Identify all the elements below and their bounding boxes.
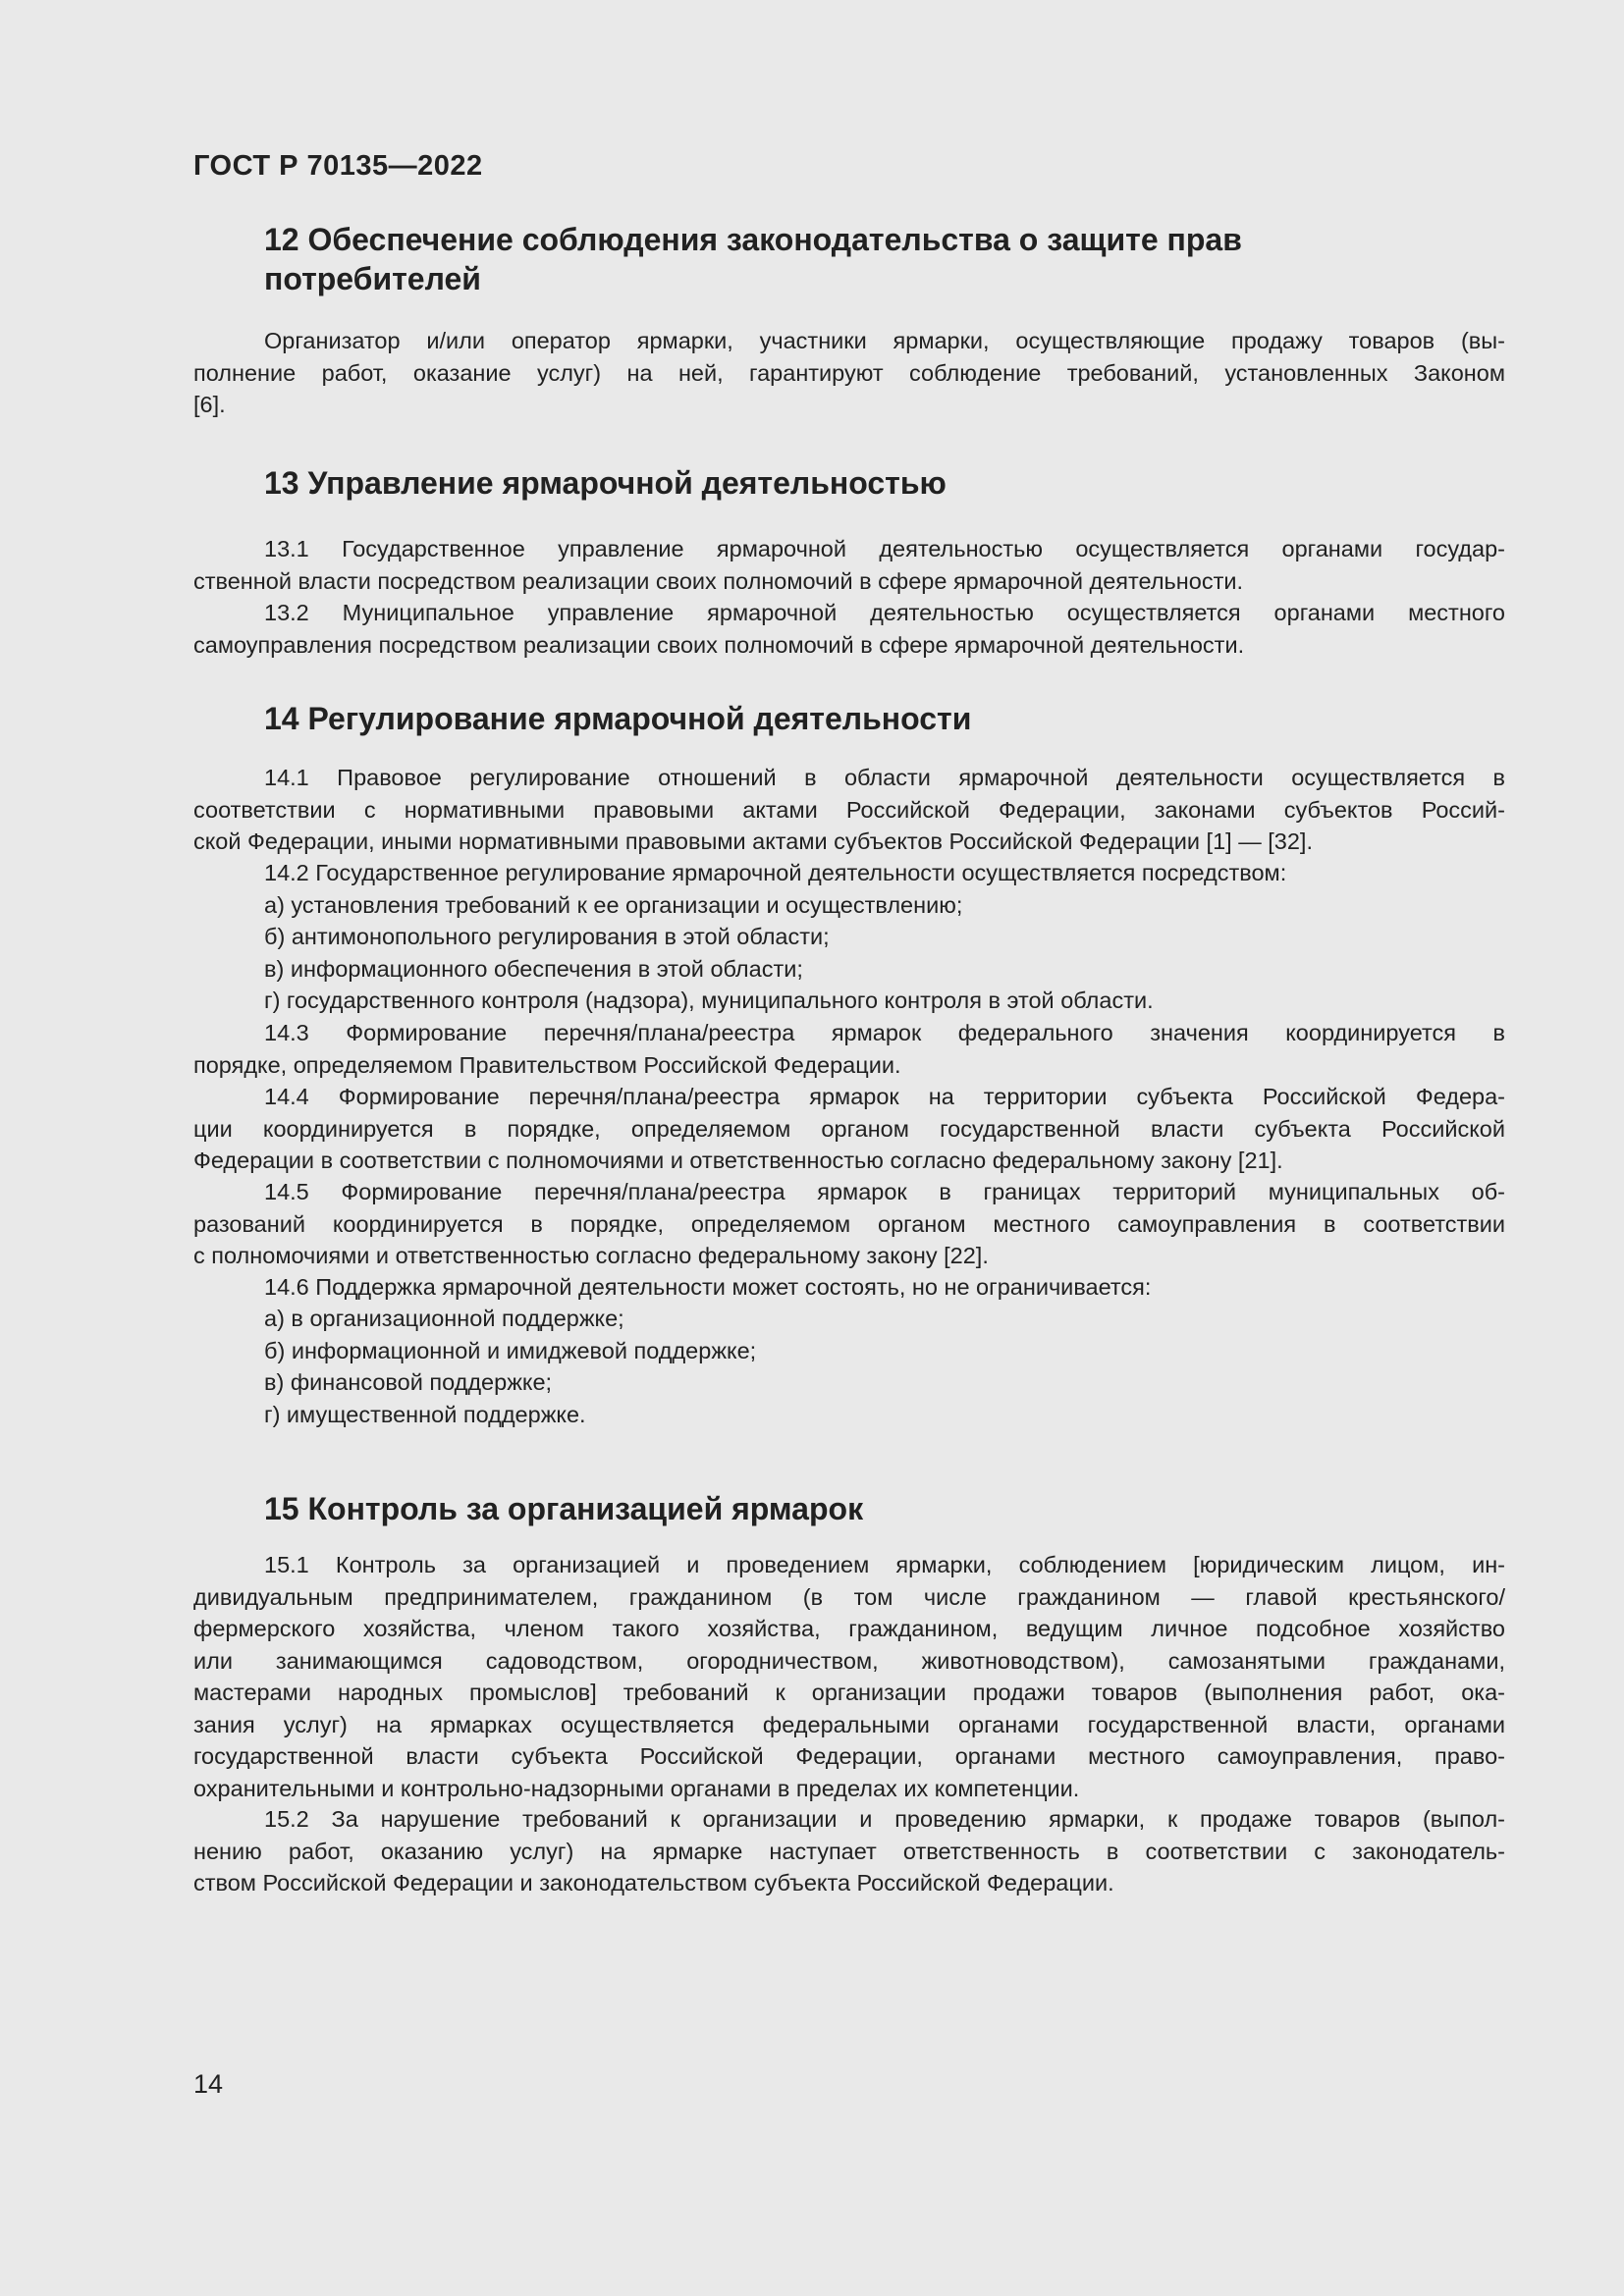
text-line: государственной власти субъекта Российской Федерации, органами местного самоуправления, право- <box>193 1743 1505 1769</box>
text-line: соответствии с нормативными правовыми актами Российской Федерации, законами субъектов Россий- <box>193 796 1505 823</box>
text-line: б) информационной и имиджевой поддержке; <box>264 1338 757 1363</box>
text-line: фермерского хозяйства, членом такого хозяйства, гражданином, ведущим личное подсобное хозяйство <box>193 1616 1505 1641</box>
paragraph <box>193 533 1505 597</box>
section-title-14 <box>264 700 1505 739</box>
text-line: 14.4 Формирование перечня/плана/реестра ярмарок на территории субъекта Российской Федера- <box>264 1084 1505 1109</box>
text-line: порядке, определяемом Правительством Российской Федерации. <box>193 1051 901 1078</box>
text-line: 14.5 Формирование перечня/плана/реестра ярмарок в границах территорий муниципальных об- <box>264 1179 1505 1204</box>
paragraph <box>193 985 1505 1017</box>
paragraph <box>193 1366 1505 1399</box>
paragraph <box>193 762 1505 858</box>
paragraph <box>193 597 1505 661</box>
paragraph <box>193 921 1505 953</box>
text-line: в) информационного обеспечения в этой области; <box>264 956 803 982</box>
text-line: самоуправления посредством реализации своих полномочий в сфере ярмарочной деятельности. <box>193 631 1245 658</box>
paragraph <box>193 1303 1505 1335</box>
text-line: нению работ, оказанию услуг) на ярмарке наступает ответственность в соответствии с законодатель- <box>193 1838 1505 1864</box>
text-line: г) государственного контроля (надзора), муниципального контроля в этой области. <box>264 988 1154 1013</box>
text-line: г) имущественной поддержке. <box>264 1402 586 1427</box>
page-header: ГОСТ Р 70135—2022 <box>193 150 483 182</box>
paragraph <box>193 1271 1505 1304</box>
section-title-line: 12 Обеспечение соблюдения законодательства о защите прав <box>264 222 1242 257</box>
paragraph <box>193 889 1505 922</box>
text-line: полнение работ, оказание услуг) на ней, гарантируют соблюдение требований, установленных Законом <box>193 359 1505 386</box>
text-line: 14.2 Государственное регулирование ярмарочной деятельности осуществляется посредством: <box>264 860 1287 885</box>
text-line: зания услуг) на ярмарках осуществляется федеральными органами государственной власти, органами <box>193 1711 1505 1737</box>
text-line: 13.2 Муниципальное управление ярмарочной деятельностью осуществляется органами местного <box>264 600 1505 625</box>
paragraph <box>193 1017 1505 1081</box>
text-line: 13.1 Государственное управление ярмарочной деятельностью осуществляется органами государ- <box>264 536 1505 561</box>
section-title-12 <box>264 221 1505 298</box>
paragraph <box>193 1176 1505 1272</box>
section-title-13 <box>264 464 1505 504</box>
text-line: б) антимонопольного регулирования в этой области; <box>264 924 830 949</box>
text-line: 14.1 Правовое регулирование отношений в области ярмарочной деятельности осуществляется в <box>264 765 1505 790</box>
text-line: 15.1 Контроль за организацией и проведением ярмарки, соблюдением [юридическим лицом, ин- <box>264 1552 1505 1577</box>
text-line: Организатор и/или оператор ярмарки, участники ярмарки, осуществляющие продажу товаров (вы- <box>264 328 1505 353</box>
paragraph <box>193 1335 1505 1367</box>
text-line: мастерами народных промыслов] требований к организации продажи товаров (выполнения работ, ока- <box>193 1680 1505 1705</box>
section-title-line: потребителей <box>264 260 481 296</box>
page-number: 14 <box>193 2069 224 2099</box>
text-line: [6]. <box>193 392 226 417</box>
text-line: а) установления требований к ее организации и осуществлению; <box>264 892 963 918</box>
paragraph <box>193 857 1505 889</box>
section-title-line: 13 Управление ярмарочной деятельностью <box>264 465 947 501</box>
text-line: ской Федерации, иными нормативными правовыми актами субъектов Российской Федерации [1] — [32]. <box>193 828 1313 854</box>
paragraph <box>193 325 1505 421</box>
text-line: в) финансовой поддержке; <box>264 1369 553 1395</box>
text-line: дивидуальным предпринимателем, гражданином (в том числе гражданином — главой крестьянского/ <box>193 1583 1505 1610</box>
text-line: Федерации в соответствии с полномочиями и ответственностью согласно федеральному закону [21]. <box>193 1148 1283 1173</box>
section-title-line: 14 Регулирование ярмарочной деятельности <box>264 701 972 736</box>
text-line: разований координируется в порядке, определяемом органом местного самоуправления в соответствии <box>193 1210 1505 1237</box>
paragraph <box>193 1399 1505 1431</box>
text-line: 15.2 За нарушение требований к организации и проведению ярмарки, к продаже товаров (выпол- <box>264 1806 1505 1832</box>
text-line: 14.3 Формирование перечня/плана/реестра ярмарок федерального значения координируется в <box>264 1020 1505 1045</box>
paragraph <box>193 1081 1505 1177</box>
text-line: ственной власти посредством реализации своих полномочий в сфере ярмарочной деятельности. <box>193 567 1243 594</box>
text-line: с полномочиями и ответственностью согласно федеральному закону [22]. <box>193 1243 989 1268</box>
text-line: охранительными и контрольно-надзорными органами в пределах их компетенции. <box>193 1775 1080 1801</box>
text-line: ством Российской Федерации и законодательством субъекта Российской Федерации. <box>193 1870 1114 1896</box>
paragraph <box>193 953 1505 986</box>
section-title-line: 15 Контроль за организацией ярмарок <box>264 1491 864 1526</box>
text-line: а) в организационной поддержке; <box>264 1306 624 1331</box>
text-line: ции координируется в порядке, определяемом органом государственной власти субъекта Российской <box>193 1115 1505 1142</box>
section-title-15 <box>264 1490 1505 1529</box>
paragraph <box>193 1803 1505 1899</box>
paragraph <box>193 1549 1505 1804</box>
text-line: 14.6 Поддержка ярмарочной деятельности может состоять, но не ограничивается: <box>264 1274 1152 1300</box>
text-line: или занимающимся садоводством, огородничеством, животноводством), самозанятыми гражданами, <box>193 1647 1505 1674</box>
